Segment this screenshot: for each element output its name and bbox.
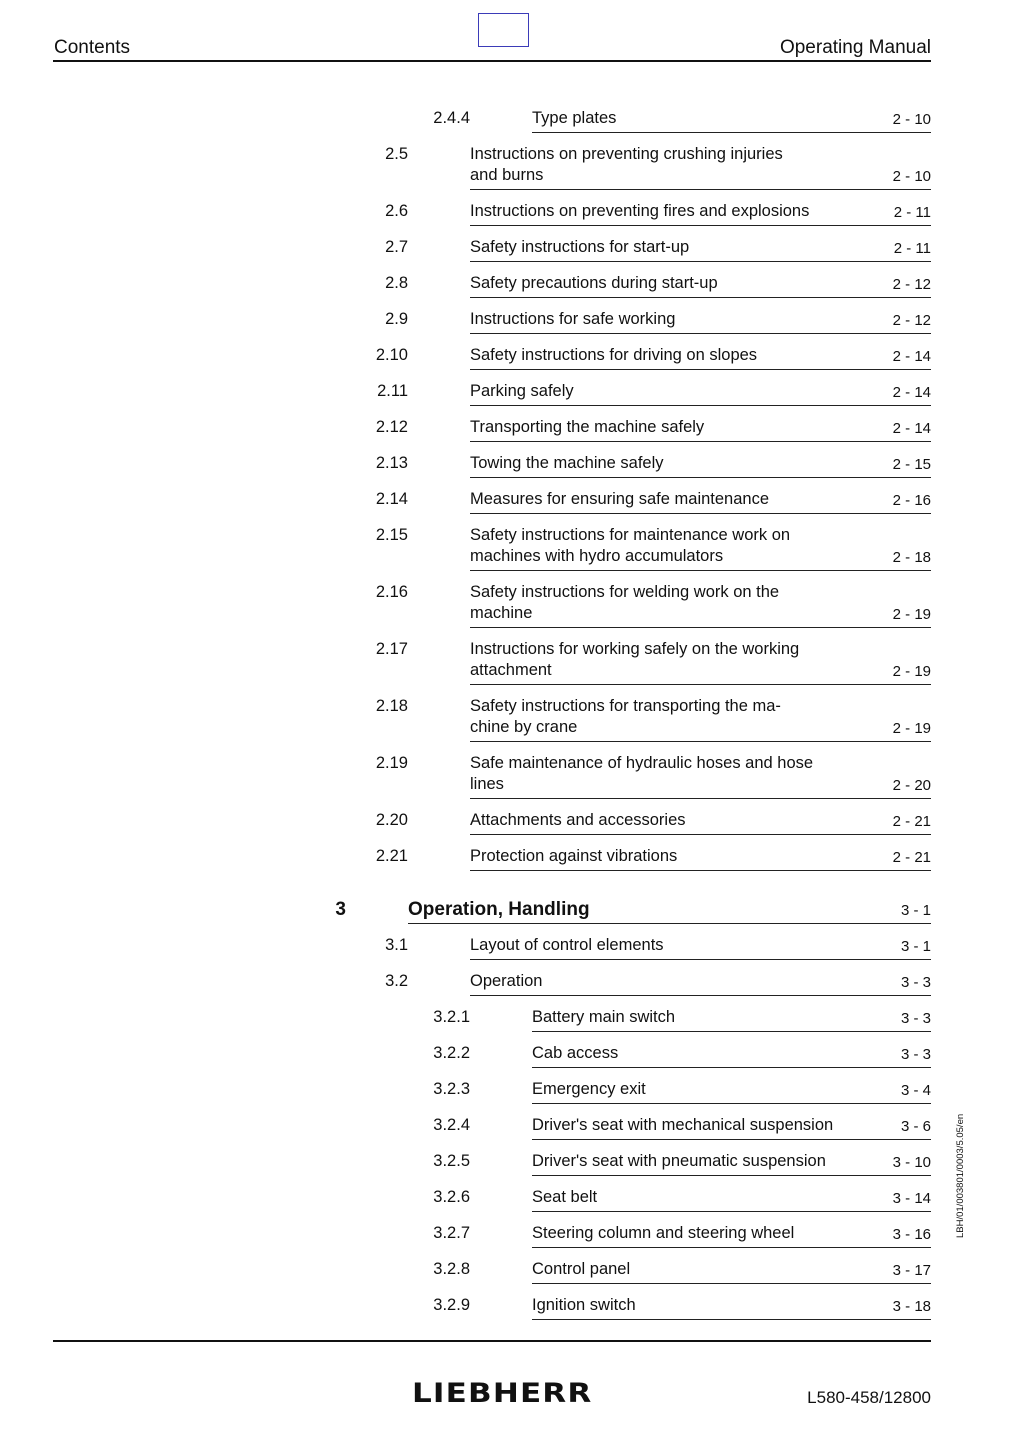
toc-entry-page: 2 - 19 (892, 720, 931, 737)
toc-entry-page: 3 - 3 (900, 1046, 931, 1063)
toc-entry-page: 2 - 12 (892, 312, 931, 329)
toc-entry-page: 3 - 1 (900, 938, 931, 955)
toc-entry-title: Driver's seat with pneumatic suspension (532, 1152, 826, 1170)
toc-entry-number: 2.21 (375, 847, 408, 865)
toc-entry-page: 2 - 18 (892, 549, 931, 566)
toc-entry[interactable] (0, 108, 931, 137)
toc-entry[interactable] (0, 639, 931, 689)
toc-entry[interactable] (0, 201, 931, 230)
toc-entry-title: Instructions for working safely on the working (470, 640, 800, 658)
toc-entry-rule (470, 333, 931, 334)
toc-entry-title: Safe maintenance of hydraulic hoses and hose (470, 754, 814, 772)
toc-entry[interactable] (0, 417, 931, 446)
toc-entry-number: 2.10 (375, 346, 408, 364)
toc-entry-number: 2.8 (385, 274, 408, 292)
toc-entry-title: Operation (470, 972, 543, 990)
toc-entry-title: Safety precautions during start-up (470, 274, 718, 292)
toc-entry-page: 3 - 10 (892, 1154, 931, 1171)
header-section-title: Contents (54, 37, 131, 58)
toc-entry-number: 2.20 (375, 811, 408, 829)
toc-entry[interactable] (0, 971, 931, 1000)
toc-entry[interactable] (0, 899, 931, 928)
toc-entry-number: 2.13 (375, 454, 408, 472)
toc-entry-page: 2 - 14 (892, 420, 931, 437)
toc-entry-rule (532, 1283, 931, 1284)
toc-entry[interactable] (0, 1223, 931, 1252)
toc-entry-rule (470, 369, 931, 370)
toc-entry-page: 3 - 16 (892, 1226, 931, 1243)
toc-entry-title: machines with hydro accumulators (470, 547, 724, 565)
toc-entry-title: Type plates (532, 109, 617, 127)
toc-entry-title: Towing the machine safely (470, 454, 664, 472)
toc-entry-rule (532, 1175, 931, 1176)
toc-entry-number: 3.2.7 (433, 1224, 470, 1242)
toc-entry-number: 2.16 (375, 583, 408, 601)
toc-entry-number: 2.15 (375, 526, 408, 544)
brand-logo: LIEBHERR (412, 1378, 593, 1409)
toc-entry-page: 2 - 10 (892, 168, 931, 185)
toc-entry-rule (470, 189, 931, 190)
toc-entry-number: 2.7 (385, 238, 408, 256)
toc-entry-title: Protection against vibrations (470, 847, 678, 865)
toc-entry-title: chine by crane (470, 718, 578, 736)
toc-entry-page: 3 - 6 (900, 1118, 931, 1135)
toc-entry-number: 3.2.3 (433, 1080, 470, 1098)
document-number: L580-458/12800 (807, 1388, 931, 1407)
toc-entry-title: Attachments and accessories (470, 811, 686, 829)
toc-entry-number: 3.2.9 (433, 1296, 470, 1314)
toc-entry-page: 2 - 21 (892, 813, 931, 830)
toc-entry-number: 3.2.6 (433, 1188, 470, 1206)
toc-entry[interactable] (0, 1187, 931, 1216)
toc-entry-number: 3.2.2 (433, 1044, 470, 1062)
toc-entry-rule (470, 834, 931, 835)
toc-entry-rule (470, 441, 931, 442)
toc-entry[interactable] (0, 144, 931, 194)
toc-entry-page: 2 - 19 (892, 606, 931, 623)
toc-entry-number: 3.2.8 (433, 1260, 470, 1278)
toc-entry[interactable] (0, 846, 931, 875)
toc-entry-rule (532, 1031, 931, 1032)
toc-entry-title: Steering column and steering wheel (532, 1224, 795, 1242)
toc-entry-page: 3 - 4 (900, 1082, 931, 1099)
header-frame-box (478, 13, 529, 47)
toc-entry[interactable] (0, 582, 931, 632)
toc-entry-title: Safety instructions for welding work on the (470, 583, 780, 601)
toc-entry[interactable] (0, 1295, 931, 1324)
toc-entry[interactable] (0, 309, 931, 338)
toc-entry[interactable] (0, 935, 931, 964)
toc-entry-page: 2 - 10 (892, 111, 931, 128)
toc-entry-rule (532, 1139, 931, 1140)
toc-entry-number: 3.2 (385, 972, 408, 990)
toc-entry-number: 2.4.4 (433, 109, 470, 127)
toc-entry[interactable] (0, 1151, 931, 1180)
toc-entry-rule (470, 627, 931, 628)
toc-entry-page: 3 - 3 (900, 974, 931, 991)
toc-entry-title: Control panel (532, 1260, 631, 1278)
toc-entry-rule (532, 1319, 931, 1320)
toc-entry-rule (532, 1067, 931, 1068)
toc-entry-page: 2 - 11 (893, 240, 931, 257)
toc-entry-number: 2.12 (375, 418, 408, 436)
toc-entry-title: Seat belt (532, 1188, 598, 1206)
toc-entry[interactable] (0, 1115, 931, 1144)
toc-entry[interactable] (0, 453, 931, 482)
toc-entry-title: Emergency exit (532, 1080, 646, 1098)
toc-entry-title: Safety instructions for transporting the ma- (470, 697, 781, 715)
toc-entry-rule (532, 1211, 931, 1212)
toc-entry-title: Cab access (532, 1044, 619, 1062)
toc-entry-page: 3 - 3 (900, 1010, 931, 1027)
toc-entry-title: Instructions for safe working (470, 310, 676, 328)
toc-entry-page: 2 - 15 (892, 456, 931, 473)
toc-entry-rule (532, 1247, 931, 1248)
toc-entry[interactable] (0, 237, 931, 266)
toc-entry-title: Operation, Handling (408, 899, 590, 920)
toc-entry[interactable] (0, 489, 931, 518)
toc-entry-page: 2 - 12 (892, 276, 931, 293)
toc-entry-number: 3.1 (385, 936, 408, 954)
toc-entry-rule (532, 132, 931, 133)
toc-entry[interactable] (0, 810, 931, 839)
toc-entry-number: 2.6 (385, 202, 408, 220)
toc-entry-title: Instructions on preventing fires and explosions (470, 202, 810, 220)
toc-entry-number: 3 (335, 899, 346, 920)
toc-entry-page: 2 - 11 (893, 204, 931, 221)
toc-entry-page: 2 - 19 (892, 663, 931, 680)
toc-entry-rule (532, 1103, 931, 1104)
toc-entry-title: Layout of control elements (470, 936, 664, 954)
toc-entry-title: and burns (470, 166, 544, 184)
toc-entry-title: lines (470, 775, 504, 793)
toc-entry[interactable] (0, 1043, 931, 1072)
toc-entry-number: 2.11 (377, 382, 408, 400)
toc-entry-page: 2 - 16 (892, 492, 931, 509)
toc-entry-title: Safety instructions for start-up (470, 238, 690, 256)
toc-entry[interactable] (0, 696, 931, 746)
toc-entry-title: Ignition switch (532, 1296, 636, 1314)
toc-entry-rule (470, 513, 931, 514)
toc-entry[interactable] (0, 525, 931, 575)
toc-entry-rule (470, 570, 931, 571)
toc-entry-title: Parking safely (470, 382, 574, 400)
toc-entry-rule (470, 870, 931, 871)
toc-entry[interactable] (0, 1079, 931, 1108)
toc-entry-title: Safety instructions for maintenance work on (470, 526, 791, 544)
toc-entry-rule (470, 477, 931, 478)
toc-entry-title: Instructions on preventing crushing injuries (470, 145, 783, 163)
toc-entry-number: 3.2.1 (433, 1008, 470, 1026)
toc-entry-number: 3.2.4 (433, 1116, 470, 1134)
toc-entry-page: 2 - 20 (892, 777, 931, 794)
toc-entry-title: Safety instructions for driving on slopes (470, 346, 758, 364)
toc-entry-page: 3 - 1 (900, 902, 931, 919)
toc-entry[interactable] (0, 753, 931, 803)
toc-entry-page: 3 - 17 (892, 1262, 931, 1279)
toc-entry-number: 2.5 (385, 145, 408, 163)
header-rule (53, 60, 931, 62)
toc-entry[interactable] (0, 381, 931, 410)
toc-entry[interactable] (0, 1259, 931, 1288)
toc-entry-rule (408, 923, 931, 924)
toc-entry-rule (470, 261, 931, 262)
toc-entry-number: 2.9 (385, 310, 408, 328)
header-document-title: Operating Manual (779, 37, 931, 58)
toc-entry-number: 2.19 (375, 754, 408, 772)
toc-entry-number: 2.14 (375, 490, 408, 508)
toc-entry-page: 3 - 14 (892, 1190, 931, 1207)
toc-entry-rule (470, 297, 931, 298)
toc-entry-rule (470, 741, 931, 742)
toc-entry-title: machine (470, 604, 533, 622)
toc-entry-title: Measures for ensuring safe maintenance (470, 490, 769, 508)
toc-entry-title: Battery main switch (532, 1008, 676, 1026)
toc-entry-rule (470, 798, 931, 799)
toc-entry-rule (470, 995, 931, 996)
toc-entry[interactable] (0, 345, 931, 374)
toc-entry-page: 2 - 14 (892, 348, 931, 365)
toc-entry-page: 3 - 18 (892, 1298, 931, 1315)
toc-entry-title: attachment (470, 661, 552, 679)
toc-entry-rule (470, 959, 931, 960)
toc-entry-page: 2 - 21 (892, 849, 931, 866)
toc-entry-rule (470, 684, 931, 685)
toc-entry-number: 3.2.5 (433, 1152, 470, 1170)
side-reference-code: LBH/01/003801/0003/5.05/en (955, 1113, 966, 1238)
toc-entry-page: 2 - 14 (892, 384, 931, 401)
footer-rule (53, 1340, 931, 1342)
toc-entry-number: 2.17 (375, 640, 408, 658)
toc-entry-title: Transporting the machine safely (470, 418, 705, 436)
toc-entry-rule (470, 405, 931, 406)
toc-entry-number: 2.18 (375, 697, 408, 715)
toc-entry[interactable] (0, 1007, 931, 1036)
toc-entry-title: Driver's seat with mechanical suspension (532, 1116, 834, 1134)
toc-entry-rule (470, 225, 931, 226)
toc-entry[interactable] (0, 273, 931, 302)
